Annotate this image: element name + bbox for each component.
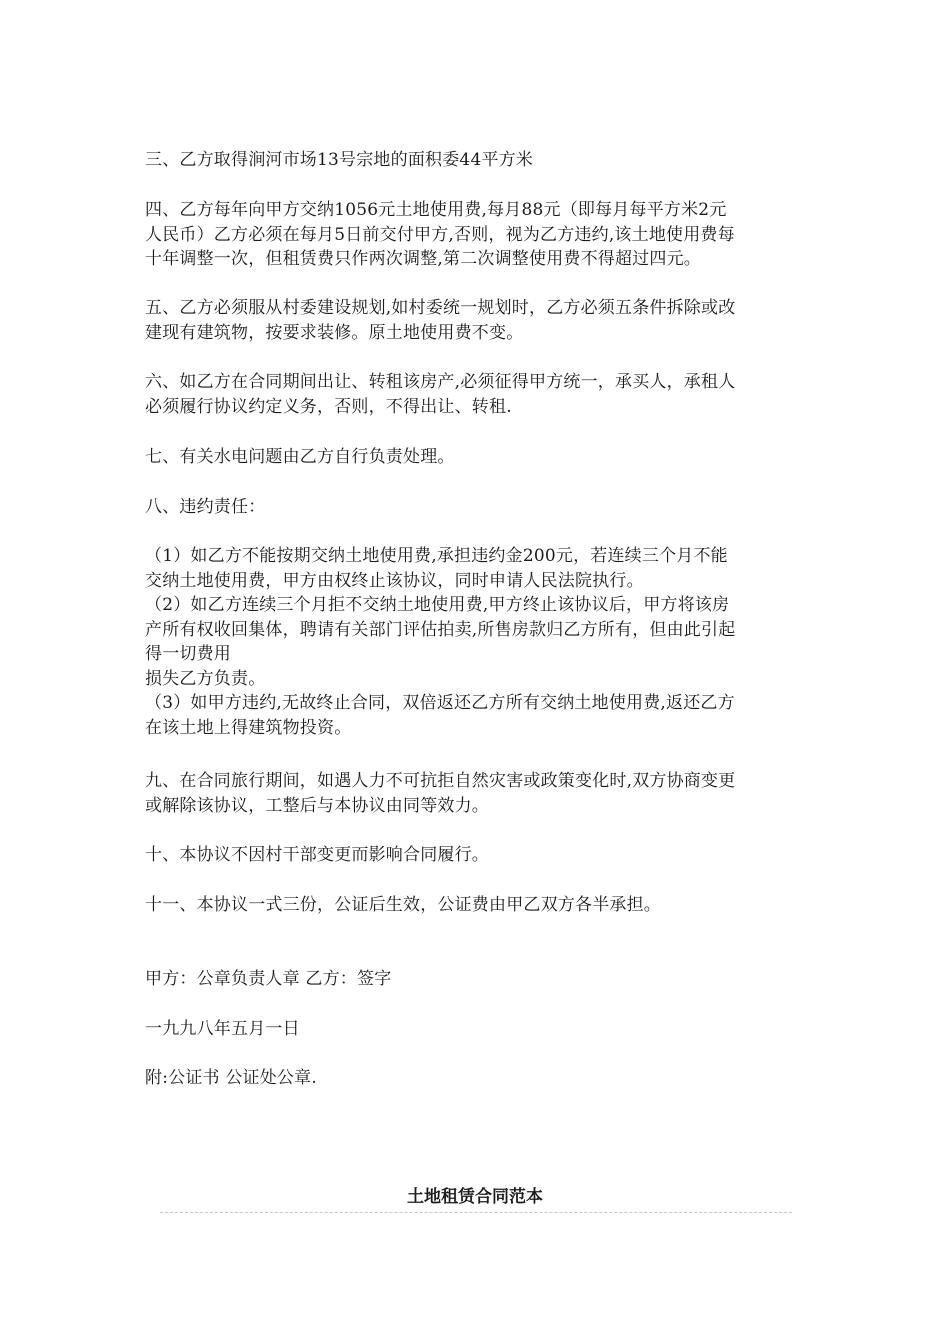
clause-4 (145, 198, 810, 272)
attachment-note (145, 1066, 810, 1091)
footer-divider (160, 1212, 792, 1213)
text-line: 六、如乙方在合同期间出让、转租该房产,必须征得甲方统一，承买人，承租人 (145, 372, 736, 392)
clause-7 (145, 445, 810, 470)
clause-10 (145, 843, 810, 868)
clause-11 (145, 893, 810, 918)
text-line: 或解除该协议，工整后与本协议由同等效力。 (145, 795, 489, 816)
text-line: 人民币）乙方必须在每月5日前交付甲方,否则，视为乙方违约,该土地使用费每 (145, 224, 735, 245)
footer-title: 土地租赁合同范本 (407, 1187, 543, 1207)
text-line: 交纳土地使用费，甲方由权终止该协议，同时申请人民法院执行。 (145, 570, 644, 591)
clause-6 (145, 370, 810, 419)
text-line: （3）如甲方违约,无故终止合同，双倍返还乙方所有交纳土地使用费,返还乙方 (145, 693, 735, 713)
text-line: 十年调整一次，但租赁费只作两次调整,第二次调整使用费不得超过四元。 (145, 249, 702, 269)
text-line: 九、在合同旅行期间，如遇人力不可抗拒自然灾害或政策变化时,双方协商变更 (145, 771, 736, 791)
clause-9 (145, 769, 810, 818)
text-line: 四、乙方每年向甲方交纳1056元土地使用费,每月88元（即每月每平方米2元 (145, 200, 727, 220)
text-line: 在该土地上得建筑物投资。 (145, 717, 352, 738)
text-line: 甲方：公章负责人章 乙方：签字 (145, 969, 392, 989)
text-line: 十一、本协议一式三份，公证后生效，公证费由甲乙双方各半承担。 (145, 895, 661, 915)
text-line: 产所有权收回集体，聘请有关部门评估拍卖,所售房款归乙方所有，但由此引起 (145, 619, 736, 640)
text-line: （2）如乙方连续三个月拒不交纳土地使用费,甲方终止该协议后，甲方将该房 (145, 595, 730, 615)
text-line: 得一切费用 (145, 644, 231, 664)
signature-parties (145, 967, 810, 992)
clause-8-items (145, 544, 810, 740)
text-line: 建现有建筑物，按要求装修。原土地使用费不变。 (145, 322, 524, 343)
text-line: 一九九八年五月一日 (145, 1019, 300, 1039)
clause-8-heading (145, 495, 810, 520)
clause-3 (145, 148, 810, 173)
text-line: 八、违约责任： (145, 497, 266, 517)
text-line: 十、本协议不因村干部变更而影响合同履行。 (145, 845, 489, 865)
text-line: 附:公证书 公证处公章. (145, 1068, 317, 1088)
signature-date (145, 1017, 810, 1042)
text-line: 七、有关水电问题由乙方自行负责处理。 (145, 447, 455, 467)
text-line: 五、乙方必须服从村委建设规划,如村委统一规划时，乙方必须五条件拆除或改 (145, 298, 736, 318)
text-line: 损失乙方负责。 (145, 668, 266, 689)
clause-5 (145, 296, 810, 345)
text-line: 三、乙方取得涧河市场13号宗地的面积委44平方米 (145, 150, 534, 170)
text-line: （1）如乙方不能按期交纳土地使用费,承担违约金200元，若连续三个月不能 (145, 546, 728, 566)
text-line: 必须履行协议约定义务，否则，不得出让、转租. (145, 396, 512, 417)
